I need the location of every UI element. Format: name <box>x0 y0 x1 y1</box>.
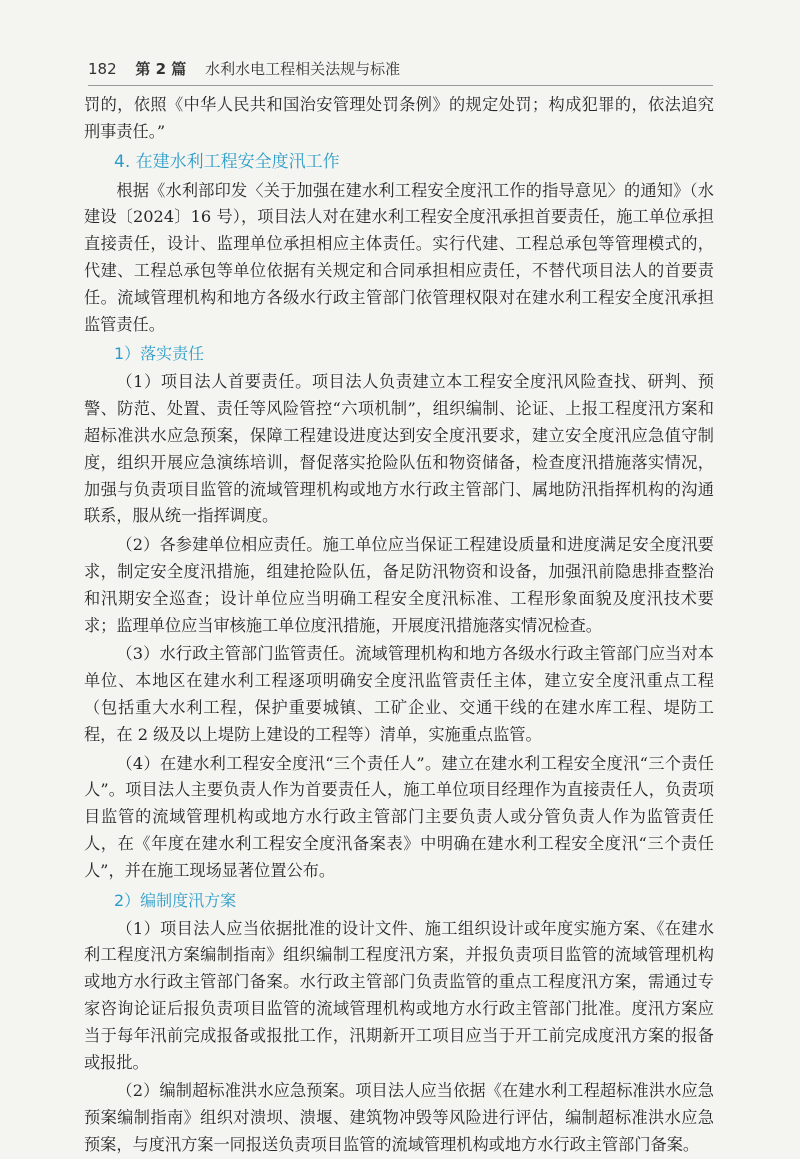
paragraph: （4）在建水利工程安全度汛“三个责任人”。建立在建水利工程安全度汛“三个责任人”。项目法人主要负责人作为首要责任人，施工单位项目经理作为直接责任人，负责项目监管的流域管理机构或地方水行政主管部门主要负责人或分管负责人作为监管责任人，在《年度在建水利工程安全度汛备案表》中明确在建水利工程安全度汛“三个责任人”，并在施工现场显著位置公布。 <box>84 753 714 880</box>
paragraph: （2）编制超标准洪水应急预案。项目法人应当依据《在建水利工程超标准洪水应急预案编制指南》组织对溃坝、溃堰、建筑物冲毁等风险进行评估，编制超标准洪水应急预案，与度汛方案一同报送负责项目监管的流域管理机构或地方水行政主管部门备案。 <box>84 1081 714 1154</box>
section-heading: 4. 在建水利工程安全度汛工作 <box>114 151 340 172</box>
page-body <box>84 92 714 1159</box>
paragraph: （2）各参建单位相应责任。施工单位应当保证工程建设质量和进度满足安全度汛要求，制定安全度汛措施，组建抢险队伍，备足防汛物资和设备，加强汛前隐患排查整治和汛期安全巡查；设计单位应当明确工程安全度汛标准、工程形象面貌及度汛技术要求；监理单位应当审核施工单位度汛措施，开展度汛措施落实情况检查。 <box>84 535 714 635</box>
subsection-heading: 1）落实责任 <box>114 344 205 364</box>
paragraph: （1）项目法人首要责任。项目法人负责建立本工程安全度汛风险查找、研判、预警、防范、处置、责任等风险管控“六项机制”，组织编制、论证、上报工程度汛方案和超标准洪水应急预案，保障工程建设进度达到安全度汛要求，建立安全度汛应急值守制度，组织开展应急演练培训，督促落实抢险队伍和物资储备，检查度汛措施落实情况，加强与负责项目监管的流域管理机构或地方水行政主管部门、属地防汛指挥机构的沟通联系，服从统一指挥调度。 <box>84 372 714 526</box>
header-rule <box>88 85 713 86</box>
part-title: 水利水电工程相关法规与标准 <box>205 60 401 78</box>
page-number: 182 <box>88 60 117 78</box>
paragraph: （3）水行政主管部门监管责任。流域管理机构和地方各级水行政主管部门应当对本单位、本地区在建水利工程逐项明确安全度汛监管责任主体，建立安全度汛重点工程（包括重大水利工程，保护重要城镇、工矿企业、交通干线的在建水库工程、堤防工程，在 2 级及以上堤防上建设的工程等）清单，实施重点监管。 <box>84 644 714 744</box>
running-header <box>88 58 708 79</box>
part-label: 第 2 篇 <box>135 60 187 78</box>
paragraph: （1）项目法人应当依据批准的设计文件、施工组织设计或年度实施方案、《在建水利工程度汛方案编制指南》组织编制工程度汛方案，并报负责项目监管的流域管理机构或地方水行政主管部门备案。水行政主管部门负责监管的重点工程度汛方案，需通过专家咨询论证后报负责项目监管的流域管理机构或地方水行政主管部门批准。度汛方案应当于每年汛前完成报备或报批工作，汛期新开工项目应当于开工前完成度汛方案的报备或报批。 <box>84 918 714 1072</box>
subsection-heading: 2）编制度汛方案 <box>114 890 237 910</box>
paragraph: 罚的，依照《中华人民共和国治安管理处罚条例》的规定处罚；构成犯罪的，依法追究刑事责任。” <box>84 95 714 141</box>
paragraph: 根据《水利部印发〈关于加强在建水利工程安全度汛工作的指导意见〉的通知》（水建设〔2024〕16 号），项目法人对在建水利工程安全度汛承担首要责任，施工单位承担直接责任，设计、监理单位承担相应主体责任。实行代建、工程总承包等管理模式的，代建、工程总承包等单位依据有关规定和合同承担相应责任，不替代项目法人的首要责任。流域管理机构和地方各级水行政主管部门依管理权限对在建水利工程安全度汛承担监管责任。 <box>84 180 714 334</box>
